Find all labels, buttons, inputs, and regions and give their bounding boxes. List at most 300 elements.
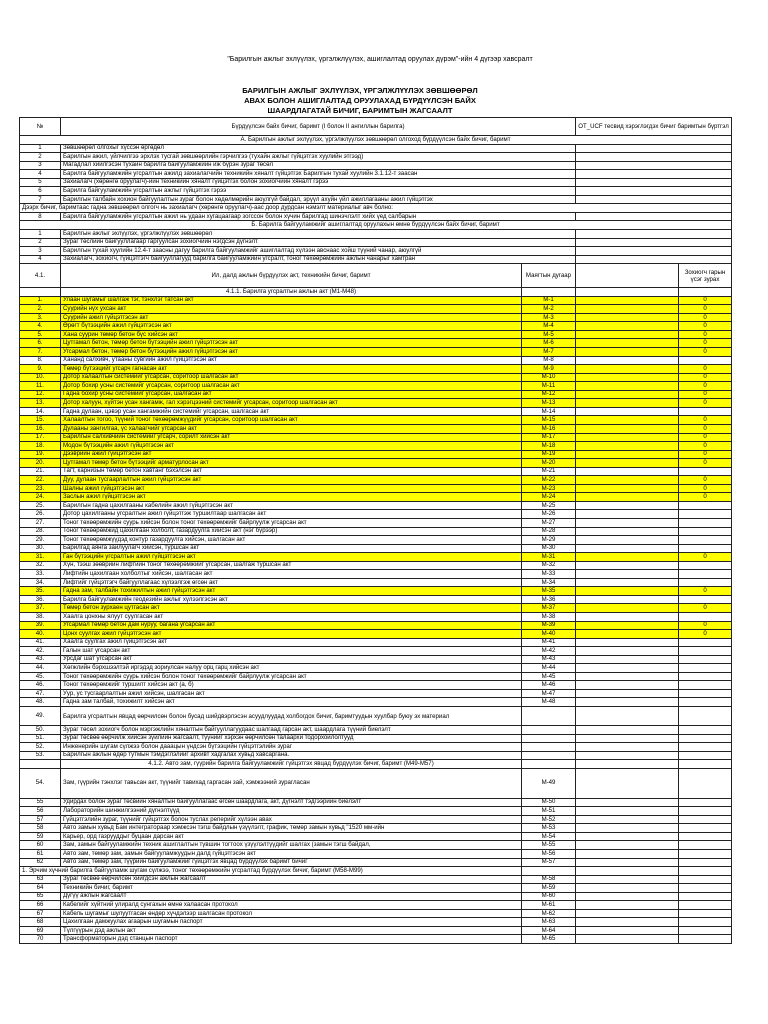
row-text: Гадна дулаан, цэвэр усан хангамжийн системийг угсарсан, шалгасан акт — [61, 407, 522, 416]
signature-value — [679, 501, 732, 510]
table-row — [20, 399, 732, 408]
signature-cell — [679, 858, 732, 867]
signature-cell — [679, 807, 732, 816]
signature-cell — [679, 926, 732, 935]
form-code: М-61 — [522, 901, 576, 910]
row-number: 4. — [20, 322, 61, 331]
ot-cell — [576, 255, 732, 264]
row-number: 7 — [20, 195, 61, 204]
ot-cell — [576, 313, 679, 322]
empty-cell — [679, 288, 732, 297]
signature-cell — [679, 850, 732, 859]
empty-cell — [522, 867, 576, 876]
signature-cell — [679, 841, 732, 850]
signature-value: 0 — [679, 433, 732, 442]
form-code: М-32 — [522, 561, 576, 570]
form-code — [522, 707, 576, 726]
row-text: Гадна зам, талбайн тохижилтын ажил гүйцэтгэсэн акт — [61, 587, 522, 596]
table-row — [20, 390, 732, 399]
form-code: М-63 — [522, 918, 576, 927]
row-text: Авто замын хувьд Бам интегратораар хэмжсэн тэгш байдлын үзүүлэлт, график, төмөр замын хувьд "1520 мм-ийн — [61, 824, 522, 833]
row-text: Захиалагч (хөрөнгө оруулагч)-ийн техникийн хяналт гүйцэтгэх болон зохиогчийн хяналт гэрээ — [61, 178, 576, 187]
table-row — [20, 313, 732, 322]
ot-cell — [576, 751, 679, 760]
ot-cell — [576, 681, 679, 690]
form-code: М-52 — [522, 815, 576, 824]
ot-cell — [576, 399, 679, 408]
table-row — [20, 178, 732, 187]
table-row — [20, 476, 732, 485]
signature-cell — [679, 892, 732, 901]
row-text: Тоног төхөөрөмжүүдэд контур газардуулга хийсэн, шалгасан акт — [61, 536, 522, 545]
ot-cell — [576, 815, 679, 824]
signature-value: 0 — [679, 553, 732, 562]
ot-cell — [576, 339, 679, 348]
signature-value — [679, 407, 732, 416]
ot-cell — [576, 935, 679, 944]
section-a-title-text: А. Барилгын ажлыг эхлүүлэх, үргэлжлүүлэх зөвшөөрөл олгоход бүрдүүлсэн байх бичиг, баримт — [20, 136, 732, 145]
signature-cell — [679, 768, 732, 798]
ot-cell — [576, 858, 679, 867]
row-number: 43. — [20, 655, 61, 664]
table-row — [20, 858, 732, 867]
form-code: М-14 — [522, 407, 576, 416]
row-text: Суурийн ажил гүйцэтгэсэн акт — [61, 313, 522, 322]
form-code — [522, 734, 576, 743]
row-number: 1 — [20, 144, 61, 153]
ot-cell — [576, 161, 732, 170]
header2-signature: Зохиогч гарын үсэг зурах — [679, 264, 732, 288]
signature-cell — [679, 815, 732, 824]
form-code: М-44 — [522, 664, 576, 673]
empty-cell — [20, 760, 61, 769]
table-row — [20, 518, 732, 527]
table-row — [20, 195, 732, 204]
signature-cell — [679, 918, 732, 927]
row-text: Зураг төсөл зохиогч болон мэргэжлийн хяналтын байгууллагуудаас шалгаад гарсан акт, шаардлага түүний биелэлт — [61, 726, 522, 735]
signature-cell — [679, 707, 732, 726]
row-text: Дулааны зангилгаа, үс халаагчийг угсарсан акт — [61, 424, 522, 433]
row-text: Тоног төхөөрөмжийн суурь хийсэн болон тоног төхөөрөмжийг байрлуулж угсарсан акт — [61, 518, 522, 527]
row-number: 4 — [20, 170, 61, 179]
ot-cell — [576, 726, 679, 735]
row-text: Гадна зам талбай, тохижилт хийсэн акт — [61, 698, 522, 707]
ot-cell — [576, 230, 732, 239]
requirements-table — [19, 117, 732, 944]
signature-value: 0 — [679, 604, 732, 613]
row-number: 22. — [20, 476, 61, 485]
table-row — [20, 247, 732, 256]
table-row — [20, 824, 732, 833]
row-number: 36. — [20, 595, 61, 604]
ot-cell — [576, 798, 679, 807]
row-number: 53. — [20, 751, 61, 760]
form-code: М-17 — [522, 433, 576, 442]
row-text: Авто зам, төмөр зам, замын байгууламжуудын далд гүйцэтгэсэн акт — [61, 850, 522, 859]
ot-cell — [576, 212, 732, 221]
row-number: 28. — [20, 527, 61, 536]
ot-cell — [576, 238, 732, 247]
form-code: М-45 — [522, 672, 576, 681]
table-row — [20, 424, 732, 433]
signature-value: 0 — [679, 382, 732, 391]
row-number: 44. — [20, 664, 61, 673]
signature-value: 0 — [679, 373, 732, 382]
table-row — [20, 296, 732, 305]
form-code: М-37 — [522, 604, 576, 613]
document-title — [140, 86, 580, 116]
row-text: Хаалга цонхны ялуут суулгасан акт — [61, 612, 522, 621]
row-text: Тоног төхөөрөмжид цахилгаан холболт, газардуулга хийсэн акт (нэг бүрээр) — [61, 527, 522, 536]
row-number: 70 — [20, 935, 61, 944]
table-row — [20, 330, 732, 339]
form-code: М-29 — [522, 536, 576, 545]
ot-cell — [576, 578, 679, 587]
header2-code: Маягтын дугаар — [522, 264, 576, 288]
row-number: 8 — [20, 212, 61, 221]
ot-cell — [576, 630, 679, 639]
table-row — [20, 255, 732, 264]
table-row — [20, 638, 732, 647]
row-number: 57 — [20, 815, 61, 824]
signature-value — [679, 612, 732, 621]
row-text: Зураг төсвөө өөрчилсөн хийгдсэн ажлын жагсаалт — [61, 875, 522, 884]
ot-cell — [576, 467, 679, 476]
header2-num: 4.1. — [20, 264, 61, 288]
form-code: М-25 — [522, 501, 576, 510]
row-number: 5. — [20, 330, 61, 339]
row-number: 68 — [20, 918, 61, 927]
form-code: М-55 — [522, 841, 576, 850]
row-number: 29. — [20, 536, 61, 545]
ot-cell — [576, 655, 679, 664]
form-code: М-11 — [522, 382, 576, 391]
header-num: № — [20, 118, 61, 136]
section-b-title-text: Б. Барилга байгууламжийг ашиглалтад оруулахын өмнө бүрдүүлсэн байх бичиг, баримт — [20, 221, 732, 230]
row-number: 49. — [20, 707, 61, 726]
title-line: БАРИЛГЫН АЖЛЫГ ЭХЛҮҮЛЭХ, ҮРГЭЛЖЛҮҮЛЭХ ЗӨВШӨӨРӨЛ — [242, 86, 478, 95]
table-row — [20, 322, 732, 331]
note-text: Дээрх бичиг, баримтаас гадна зөвшөөрөл олгогч нь захиалагч (хөрөнгө оруулагч)-аас доор дурдсан нэмэлт материалыг авч болно: — [20, 204, 732, 213]
form-code: М-62 — [522, 909, 576, 918]
ot-cell — [576, 621, 679, 630]
form-code: М-35 — [522, 587, 576, 596]
table-row — [20, 612, 732, 621]
form-code: М-53 — [522, 824, 576, 833]
table-row — [20, 768, 732, 798]
section-b-title — [20, 221, 732, 230]
row-number: 45. — [20, 672, 61, 681]
row-text: Дотор халуун, хүйтэн усан хангамж, гал хэрэгцээний системийг угсарсан, соритоор шалгасан акт — [61, 399, 522, 408]
row-number: 62 — [20, 858, 61, 867]
row-number: 23. — [20, 484, 61, 493]
empty-cell — [679, 867, 732, 876]
form-code: М-16 — [522, 424, 576, 433]
row-text: Барилгын салхивчийн системийг угсарч, сорилт хийсэн акт — [61, 433, 522, 442]
signature-value: 0 — [679, 416, 732, 425]
row-number: 2 — [20, 153, 61, 162]
ot-cell — [576, 734, 679, 743]
ot-cell — [576, 832, 679, 841]
ot-cell — [576, 296, 679, 305]
table-row — [20, 144, 732, 153]
row-text: Улаан шугамыг шалгаж тэг, тэнхлэг татсан акт — [61, 296, 522, 305]
header-ot: ОТ_UCF тесвид хэрэглэгдэх бичиг баримтын бүртгэл — [576, 118, 732, 136]
ot-cell — [576, 433, 679, 442]
ot-cell — [576, 390, 679, 399]
form-code: М-64 — [522, 926, 576, 935]
form-code: М-23 — [522, 484, 576, 493]
table-row — [20, 527, 732, 536]
table-row — [20, 751, 732, 760]
row-text: Урсдаг шат угсарсан акт — [61, 655, 522, 664]
ot-cell — [576, 892, 679, 901]
signature-value — [679, 578, 732, 587]
row-number: 32. — [20, 561, 61, 570]
signature-value: 0 — [679, 450, 732, 459]
table-row — [20, 187, 732, 196]
form-code: М-50 — [522, 798, 576, 807]
ot-cell — [576, 672, 679, 681]
ot-cell — [576, 365, 679, 374]
ot-cell — [576, 382, 679, 391]
signature-value: 0 — [679, 399, 732, 408]
signature-value: 0 — [679, 305, 732, 314]
signature-value — [679, 570, 732, 579]
row-number: 59 — [20, 832, 61, 841]
table-row — [20, 647, 732, 656]
ot-cell — [576, 841, 679, 850]
title-line: АВАХ БОЛОН АШИГЛАЛТАД ОРУУЛАХАД БҮРДҮҮЛСЭН БАЙХ — [244, 96, 476, 105]
form-code: М-51 — [522, 807, 576, 816]
row-text: Халаалтын тогоо, түүний тоног төхөөрөмжүүдийг угсарсан, соритоор шалгасан акт — [61, 416, 522, 425]
row-text: Карьер, орд газрууддыг буцаан дарсан акт — [61, 832, 522, 841]
form-code: М-26 — [522, 510, 576, 519]
row-text: Тоног төхөөрөмжийн суурь хийсэн болон тоног төхөөрөмжийг байрлуулж угсарсан акт — [61, 672, 522, 681]
row-text: Авто зам, төмөр зам, гүүрийн байгууламжийг гүйцэтгэх явцад бүрдүүлэх баримт бичиг — [61, 858, 522, 867]
row-number: 46. — [20, 681, 61, 690]
ot-cell — [576, 638, 679, 647]
row-number: 52. — [20, 743, 61, 752]
row-number: 66 — [20, 901, 61, 910]
form-code: М-33 — [522, 570, 576, 579]
row-text: Модон бүтээцийн ажил гүйцэтгэсэн акт — [61, 442, 522, 451]
ot-cell — [576, 807, 679, 816]
table-row — [20, 230, 732, 239]
row-text: Трансформаторын дэд станцын паспорт — [61, 935, 522, 944]
row-text: Зам, замын байгууламжийн техник ашиглалтын түвшин тогтоох үзүүлэлтүүдийг шалгах (замын тэгш байдал, — [61, 841, 522, 850]
ot-cell — [576, 527, 679, 536]
form-code: М-48 — [522, 698, 576, 707]
row-number: 2 — [20, 238, 61, 247]
signature-cell — [679, 901, 732, 910]
row-number: 31. — [20, 553, 61, 562]
ot-cell — [576, 493, 679, 502]
ot-cell — [576, 689, 679, 698]
form-code: М-7 — [522, 348, 576, 357]
table-row — [20, 305, 732, 314]
ot-cell — [576, 647, 679, 656]
row-number: 6 — [20, 187, 61, 196]
row-number: 42. — [20, 647, 61, 656]
form-code: М-28 — [522, 527, 576, 536]
form-code: М-47 — [522, 689, 576, 698]
signature-value — [679, 561, 732, 570]
empty-cell — [522, 288, 576, 297]
ot-cell — [576, 587, 679, 596]
form-code: М-9 — [522, 365, 576, 374]
ot-cell — [576, 518, 679, 527]
form-code: М-6 — [522, 339, 576, 348]
ot-cell — [576, 824, 679, 833]
row-text: Барилга байгууламжийн угсралтын ажлыг гүйцэтгэх гэрээ — [61, 187, 576, 196]
signature-cell — [679, 935, 732, 944]
table-row — [20, 884, 732, 893]
signature-cell — [679, 734, 732, 743]
row-number: 1 — [20, 230, 61, 239]
row-text: Гадна бохир усны системийг угсарсан, шалгасан акт — [61, 390, 522, 399]
row-text: Барилгад аянга зайлуулагч хийсэн, туршсан акт — [61, 544, 522, 553]
table-row — [20, 493, 732, 502]
row-number: 8. — [20, 356, 61, 365]
row-number: 10. — [20, 373, 61, 382]
row-text: Дотор бохир усны системийг угсарсан, соритоор шалгасан акт — [61, 382, 522, 391]
subsection-title: 4.1.1. Барилга угсралтын ажлын акт (М1-М48) — [61, 288, 522, 297]
row-number: 13. — [20, 399, 61, 408]
ot-cell — [576, 875, 679, 884]
section-a-note — [20, 204, 732, 213]
row-text: Дуу, дулаан тусгаарлалтын ажил гүйцэтгэсэн акт — [61, 476, 522, 485]
row-text: Лифтийг гүйцэтгэгч байгууллагаас хүлээлгэж өгсөн акт — [61, 578, 522, 587]
table-row — [20, 726, 732, 735]
form-code: М-30 — [522, 544, 576, 553]
row-text: Барилгын талбайн хохион байгуулалтын зураг болон хөдөлмөрийн аюулгүй байдал, эрүүл ахуйн үйл ажиллагааны ажил гүйцэтгэх — [61, 195, 576, 204]
row-number: 34. — [20, 578, 61, 587]
row-number: 3. — [20, 313, 61, 322]
table-row — [20, 850, 732, 859]
row-text: Зураг төслийн байгууллагаар гаргуулсан зохиогчийн нэгдсэн дүгнэлт — [61, 238, 576, 247]
signature-value — [679, 595, 732, 604]
row-text: Цутгамал бетон, төмөр бетон бүтээцийн ажил гүйцэтгэсэн акт — [61, 339, 522, 348]
table-row — [20, 595, 732, 604]
table-row — [20, 587, 732, 596]
table-row — [20, 416, 732, 425]
subsection-title: 4.1.2. Авто зам, гүүрийн барилга байгууламжийг гүйцэтгэх явцад бүрдүүлэх бичиг, баримт (М49-М57) — [61, 760, 522, 769]
table-row — [20, 536, 732, 545]
row-number: 7. — [20, 348, 61, 357]
row-number: 69 — [20, 926, 61, 935]
signature-value — [679, 467, 732, 476]
table-row — [20, 161, 732, 170]
ot-cell — [576, 884, 679, 893]
row-text: Дээврийн ажил гүйцэтгэсэн акт — [61, 450, 522, 459]
row-number: 2. — [20, 305, 61, 314]
row-text: Тоног төхөөрөмжийг туршилт хийсэн акт (а, б) — [61, 681, 522, 690]
table-row — [20, 433, 732, 442]
header-docs: Бүрдүүлсэн байх бичиг, баримт (I болон II ангиллын барилга) — [61, 118, 576, 136]
row-number: 27. — [20, 518, 61, 527]
form-code: М-13 — [522, 399, 576, 408]
form-code: М-54 — [522, 832, 576, 841]
ot-cell — [576, 743, 679, 752]
row-number: 40. — [20, 630, 61, 639]
table-row — [20, 544, 732, 553]
table-row — [20, 689, 732, 698]
signature-value: 0 — [679, 587, 732, 596]
subsection-413 — [20, 867, 732, 876]
table-row — [20, 153, 732, 162]
table-row — [20, 339, 732, 348]
form-code: М-36 — [522, 595, 576, 604]
signature-value — [679, 536, 732, 545]
ot-cell — [576, 450, 679, 459]
table-row — [20, 743, 732, 752]
signature-value: 0 — [679, 459, 732, 468]
table-row — [20, 875, 732, 884]
row-text: Дүгүү ажлын жагсаалт — [61, 892, 522, 901]
ot-cell — [576, 459, 679, 468]
form-code: М-5 — [522, 330, 576, 339]
form-code: М-42 — [522, 647, 576, 656]
row-number: 51. — [20, 734, 61, 743]
row-number: 38. — [20, 612, 61, 621]
ot-cell — [576, 476, 679, 485]
table-row — [20, 664, 732, 673]
table-row — [20, 484, 732, 493]
table-row — [20, 407, 732, 416]
row-number: 56 — [20, 807, 61, 816]
row-text: Дотор халаалтын системийг угсарсан, соритоор шалгасан акт — [61, 373, 522, 382]
table-row — [20, 698, 732, 707]
subsection-411 — [20, 288, 732, 297]
form-code: М-34 — [522, 578, 576, 587]
row-text: Төмөр бетон зурхаен цутгасан акт — [61, 604, 522, 613]
subsection-title: 1. Эрчим хүчний барилга байгууламж шугам сүлжээ, тоног төхөөрөмжийн угсралтад бүрдүүлэх бичиг, баримт (М58-М99) — [20, 867, 522, 876]
row-text: Кабелийг хүйтний улиралд сунгахын өмнө халаасан протокол — [61, 901, 522, 910]
row-number: 24. — [20, 493, 61, 502]
row-number: 16. — [20, 424, 61, 433]
row-text: Галын шат угсарсан акт — [61, 647, 522, 656]
row-number: 61 — [20, 850, 61, 859]
ot-cell — [576, 544, 679, 553]
table-row — [20, 442, 732, 451]
ot-cell — [576, 442, 679, 451]
row-text: Хөгжлийн бэрхшээлтэй иргэдэд зориулсан налуу орц гарц хийсэн акт — [61, 664, 522, 673]
table-row — [20, 553, 732, 562]
ot-cell — [576, 178, 732, 187]
row-number: 60 — [20, 841, 61, 850]
form-code: М-3 — [522, 313, 576, 322]
signature-cell — [679, 726, 732, 735]
signature-value — [679, 510, 732, 519]
ot-cell — [576, 195, 732, 204]
table-row — [20, 832, 732, 841]
table-row — [20, 578, 732, 587]
row-number: 37. — [20, 604, 61, 613]
table-row — [20, 681, 732, 690]
title-line: ШААРДЛАГАТАЙ БИЧИГ, БАРИМТЫН ЖАГСААЛТ — [267, 106, 453, 115]
ot-cell — [576, 170, 732, 179]
ot-cell — [576, 356, 679, 365]
signature-value — [679, 689, 732, 698]
row-text: Лабораторийн шинжилгээний дүгнэлтүүд — [61, 807, 522, 816]
row-text: Барилгын гадна цахилгааны кабелийн ажил гүйцэтгэсэн акт — [61, 501, 522, 510]
form-code: М-27 — [522, 518, 576, 527]
table-row — [20, 621, 732, 630]
table-row — [20, 348, 732, 357]
form-code: М-18 — [522, 442, 576, 451]
table-row — [20, 459, 732, 468]
